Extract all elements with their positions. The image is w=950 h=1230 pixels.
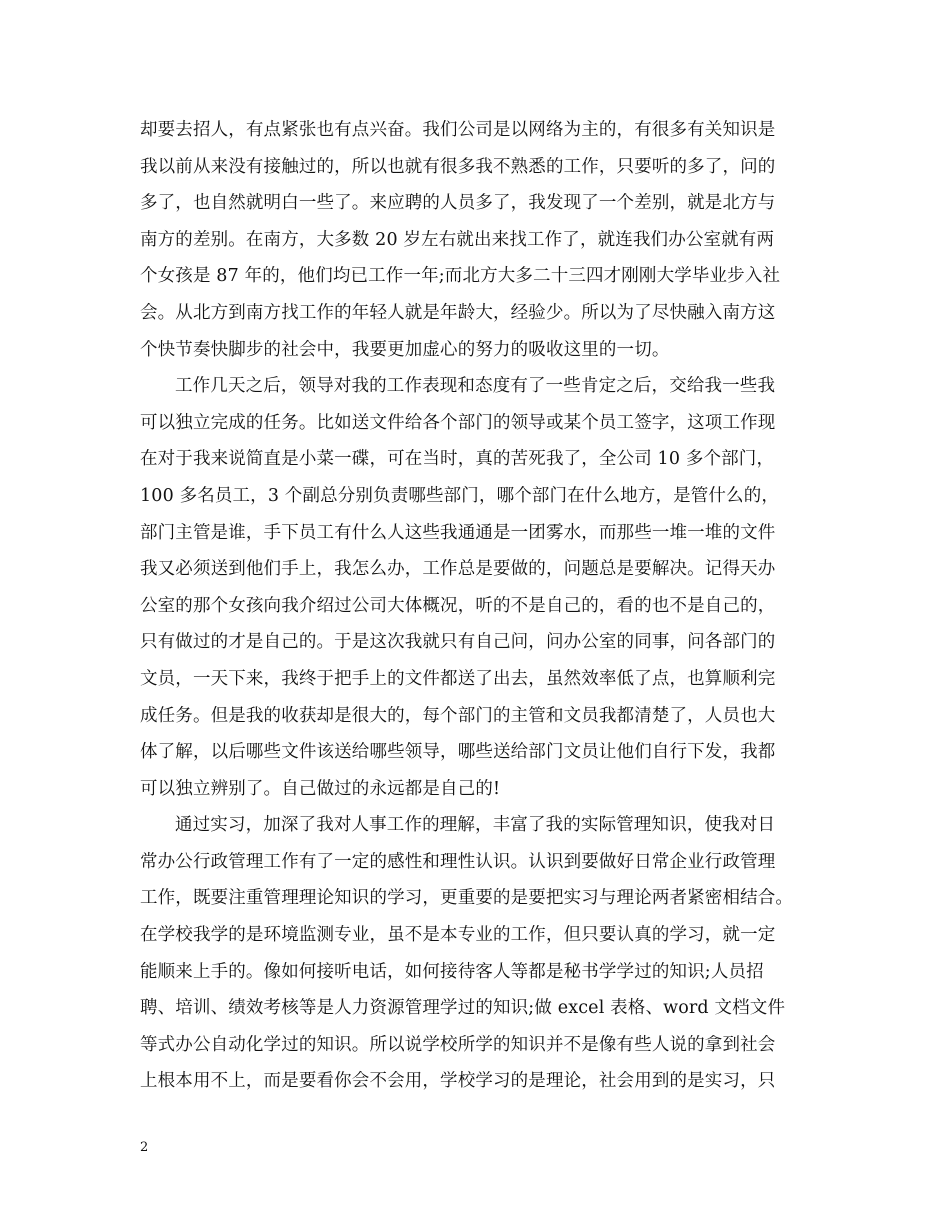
text-line: 公室的那个女孩向我介绍过公司大体概况，听的不是自己的，看的也不是自己的， [140,595,776,616]
text-line: 常办公行政管理工作有了一定的感性和理性认识。认识到要做好日常企业行政管理 [140,851,776,872]
text-line: 个快节奏快脚步的社会中，我要更加虚心的努力的吸收这里的一切。 [140,339,670,360]
text-line: 我又必须送到他们手上，我怎么办，工作总是要做的，问题总是要解决。记得天办 [140,559,776,580]
text-line: 南方的差别。在南方，大多数 20 岁左右就出来找工作了，就连我们办公室就有两 [140,229,775,250]
text-line: 多了，也自然就明白一些了。来应聘的人员多了，我发现了一个差别，就是北方与 [140,193,776,214]
text-line: 工作，既要注重管理理论知识的学习，更重要的是要把实习与理论两者紧密相结合。 [140,888,794,909]
text-line: 只有做过的才是自己的。于是这次我就只有自己问，问办公室的同事，问各部门的 [140,632,776,653]
text-line: 体了解，以后哪些文件该送给哪些领导，哪些送给部门文员让他们自行下发，我都 [140,742,776,763]
text-line: 在学校我学的是环境监测专业，虽不是本专业的工作，但只要认真的学习，就一定 [140,925,776,946]
text-line: 部门主管是谁，手下员工有什么人这些我通通是一团雾水，而那些一堆一堆的文件 [140,522,776,543]
text-line: 等式办公自动化学过的知识。所以说学校所学的知识并不是像有些人说的拿到社会 [140,1034,776,1055]
text-line: 可以独立完成的任务。比如送文件给各个部门的领导或某个员工签字，这项工作现 [140,412,776,433]
text-line: 却要去招人，有点紧张也有点兴奋。我们公司是以网络为主的，有很多有关知识是 [140,120,776,140]
text-line: 上根本用不上，而是要看你会不会用，学校学习的是理论，社会用到的是实习，只 [140,1071,776,1092]
text-line: 我以前从来没有接触过的，所以也就有很多我不熟悉的工作，只要听的多了，问的 [140,156,776,177]
paragraph-first-line: 通过实习，加深了我对人事工作的理解，丰富了我的实际管理知识，使我对日 [175,815,776,836]
body-text [140,112,840,1100]
text-line: 能顺来上手的。像如何接听电话，如何接待客人等都是秘书学学过的知识;人员招 [140,961,764,982]
text-line: 会。从北方到南方找工作的年轻人就是年龄大，经验少。所以为了尽快融入南方这 [140,302,776,323]
text-line: 聘、培训、绩效考核等是人力资源管理学过的知识;做 excel 表格、word 文档文件 [140,998,786,1019]
text-line: 文员，一天下来，我终于把手上的文件都送了出去，虽然效率低了点，也算顺利完 [140,668,776,689]
text-line: 成任务。但是我的收获却是很大的，每个部门的主管和文员我都清楚了，人员也大 [140,705,776,726]
text-line: 个女孩是 87 年的，他们均已工作一年;而北方大多二十三四才刚刚大学毕业步入社 [140,266,781,287]
paragraph-first-line: 工作几天之后，领导对我的工作表现和态度有了一些肯定之后，交给我一些我 [175,376,776,397]
page-number: 2 [140,1140,149,1155]
text-line: 可以独立辨别了。自己做过的永远都是自己的! [140,778,501,799]
text-line: 在对于我来说简直是小菜一碟，可在当时，真的苦死我了，全公司 10 多个部门， [140,449,775,470]
text-line: 100 多名员工，3 个副总分别负责哪些部门，哪个部门在什么地方，是管什么的， [140,485,780,506]
